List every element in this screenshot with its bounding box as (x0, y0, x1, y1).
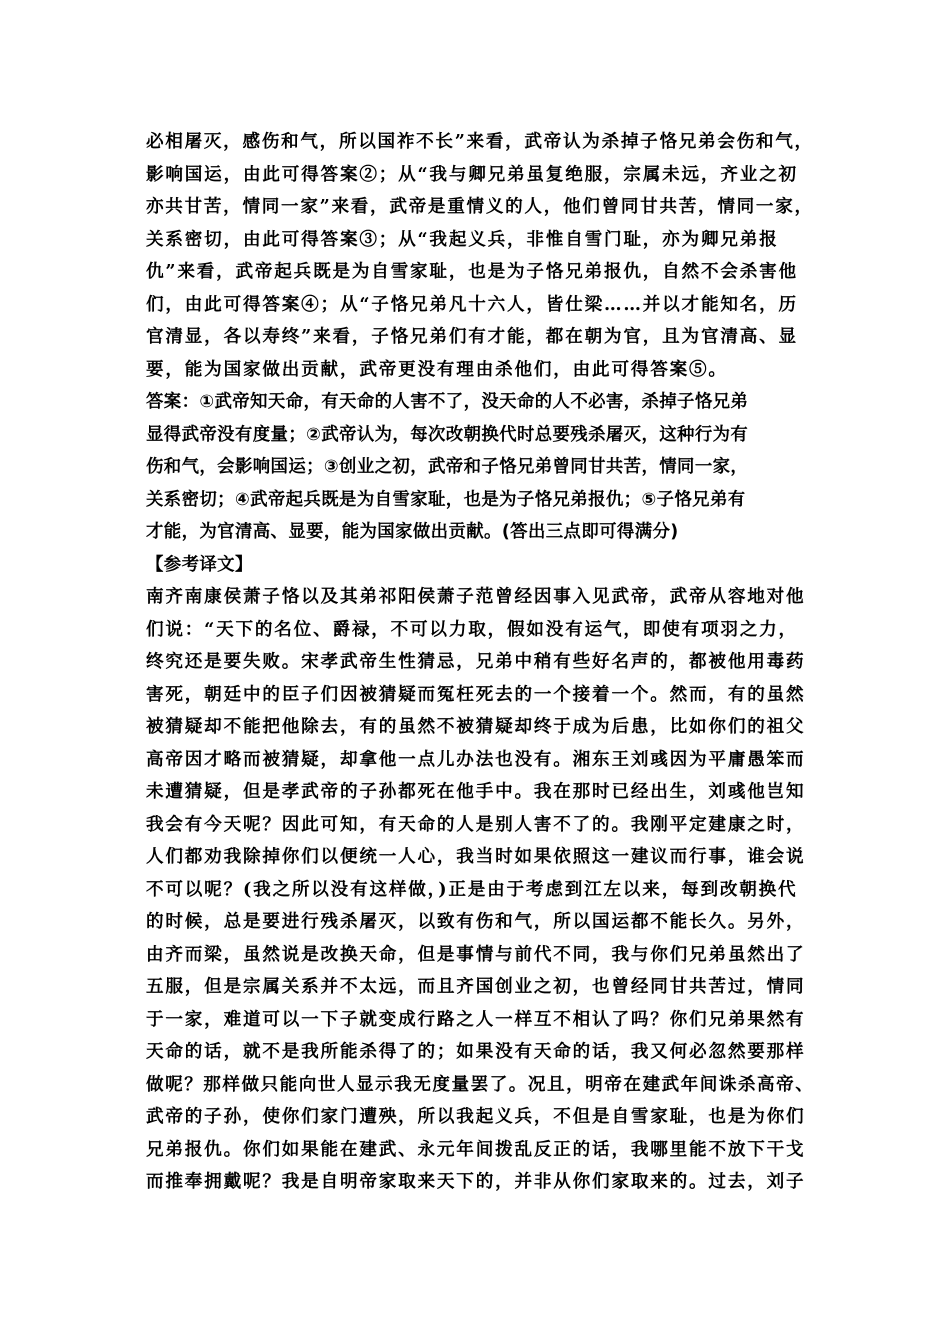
translation-line: 人们都劝我除掉你们以便统一人心，我当时如果依照这一建议而行事，谁会说 (146, 846, 806, 867)
analysis-line: 必相屠灭，感伤和气，所以国祚不长”来看，武帝认为杀掉子恪兄弟会伤和气， (146, 131, 814, 152)
translation-line: 于一家，难道可以一下子就变成行路之人一样互不相认了吗？你们兄弟果然有 (146, 1008, 806, 1030)
translation-line: 做呢？那样做只能向世人显示我无度量罢了。况且，明帝在建武年间诛杀高帝、 (146, 1073, 815, 1095)
translation-line: 天命的话，就不是我所能杀得了的；如果没有天命的话，我又何必忽然要那样 (146, 1041, 806, 1062)
translation-line: 五服，但是宗属关系并不太远，而且齐国创业之初，也曾经同甘共苦过，情同 (146, 976, 806, 997)
analysis-line: 仇”来看，武帝起兵既是为自雪家耻，也是为子恪兄弟报仇，自然不会杀害他 (146, 261, 798, 282)
analysis-line: 官清显，各以寿终”来看，子恪兄弟们有才能，都在朝为官，且为官清高、显 (146, 326, 798, 347)
translation-line: 的时候，总是要进行残杀屠灭，以致有伤和气，所以国运都不能长久。另外， (146, 911, 806, 932)
answer-line: 显得武帝没有度量；②武帝认为，每次改朝换代时总要残杀屠灭，这种行为有 (146, 424, 749, 445)
translation-line: 武帝的子孙，使你们家门遭殃，所以我起义兵，不但是自雪家耻，也是为你们 (146, 1106, 806, 1127)
answer-first-line (146, 386, 811, 419)
analysis-line: 影响国运，由此可得答案②；从“我与卿兄弟虽复绝服，宗属未远，齐业之初 (146, 163, 798, 185)
analysis-line: 们，由此可得答案④；从“子恪兄弟凡十六人，皆仕梁……并以才能知名，历 (146, 293, 798, 315)
answer-line: 才能，为官清高、显要，能为国家做出贡献。(答出三点即可得满分) (146, 522, 679, 542)
translation-line: 们说：“天下的名位、爵禄，不可以力取，假如没有运气，即使有项羽之力， (146, 618, 798, 640)
document-page (146, 126, 815, 1199)
translation-heading: 【参考译文】 (146, 554, 253, 575)
translation-line: 我会有今天呢？因此可知，有天命的人是别人害不了的。我刚平定建康之时， (146, 813, 806, 835)
analysis-section (146, 126, 814, 386)
analysis-line: 要，能为国家做出贡献，武帝更没有理由杀他们，由此可得答案⑤。 (146, 358, 728, 380)
answer-text: ①武帝知天命，有天命的人害不了，没天命的人不必害，杀掉子恪兄弟 (199, 392, 749, 412)
answer-label: 答案： (146, 392, 200, 412)
translation-line: 不可以呢？(我之所以没有这样做，)正是由于考虑到江左以来，每到改朝换代 (146, 878, 798, 900)
translation-line: 兄弟报仇。你们如果能在建武、永元年间拨乱反正的话，我哪里能不放下干戈 (146, 1138, 806, 1160)
answer-section (146, 386, 811, 549)
answer-line: 关系密切；④武帝起兵既是为自雪家耻，也是为子恪兄弟报仇；⑤子恪兄弟有 (146, 489, 746, 510)
translation-line: 由齐而梁，虽然说是改换天命，但是事情与前代不同，我与你们兄弟虽然出了 (146, 943, 806, 965)
translation-line: 高帝因才略而被猜疑，却拿他一点儿办法也没有。湘东王刘彧因为平庸愚笨而 (146, 748, 806, 770)
analysis-line: 亦共甘苦，情同一家”来看，武帝是重情义的人，他们曾同甘共苦，情同一家， (146, 196, 814, 217)
answer-line: 伤和气，会影响国运；③创业之初，武帝和子恪兄弟曾同甘共苦，情同一家， (146, 457, 749, 477)
translation-line: 终究还是要失败。宋孝武帝生性猜忌，兄弟中稍有些好名声的，都被他用毒药 (146, 651, 806, 672)
translation-line: 被猜疑却不能把他除去，有的虽然不被猜疑却终于成为后患，比如你们的祖父 (146, 716, 806, 737)
translation-line: 害死，朝廷中的臣子们因被猜疑而冤枉死去的一个接着一个。然而，有的虽然 (146, 683, 806, 705)
translation-line: 未遭猜疑，但是孝武帝的子孙都死在他手中。我在那时已经出生，刘彧他岂知 (146, 781, 806, 802)
translation-section (146, 581, 815, 1199)
translation-line: 南齐南康侯萧子恪以及其弟祁阳侯萧子范曾经因事入见武帝，武帝从容地对他 (146, 586, 806, 607)
translation-line: 而推奉拥戴呢？我是自明帝家取来天下的，并非从你们家取来的。过去，刘子 (146, 1171, 806, 1192)
analysis-line: 关系密切，由此可得答案③；从“我起义兵，非惟自雪门耻，亦为卿兄弟报 (146, 228, 779, 250)
